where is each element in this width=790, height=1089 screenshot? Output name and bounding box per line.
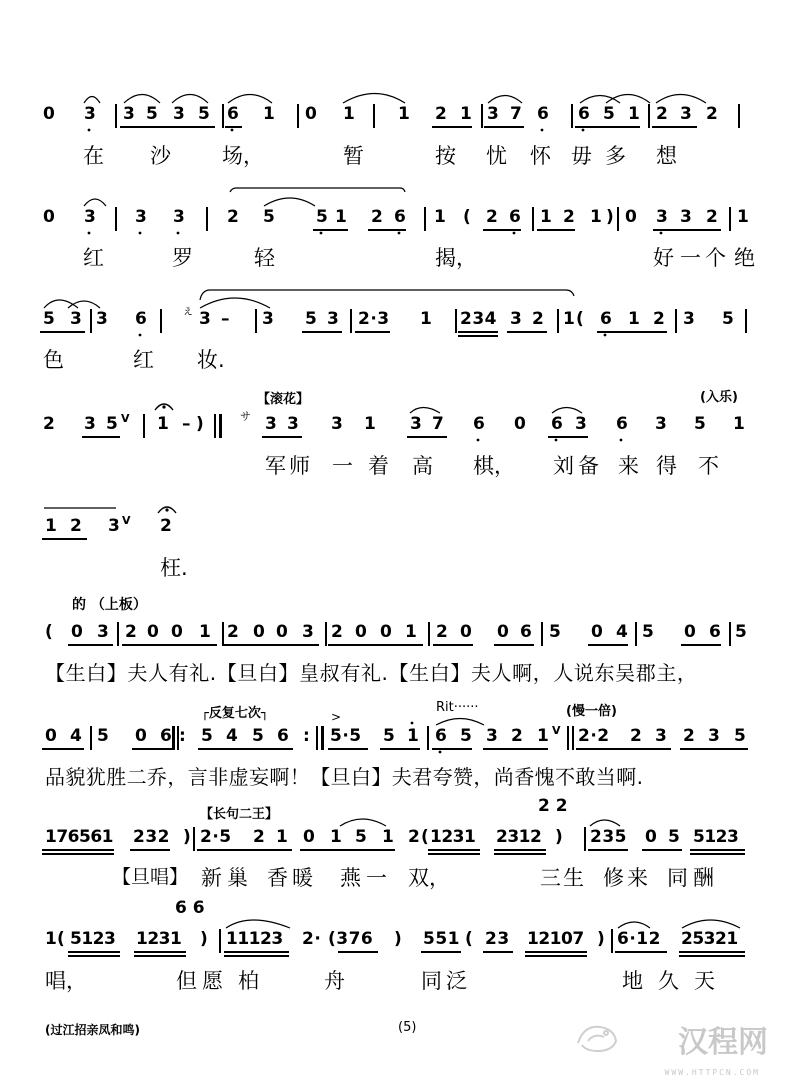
rule-glyph: サ — [240, 410, 252, 423]
notes-row-2: 0 3 3 3 2 5 5 1 2 6 1 ( 2 6 1 2 1 ) 0 3 3 2 1 — [43, 207, 750, 227]
score-row-4 — [0, 412, 790, 442]
notes-row-5: 1 2 3 V 2 — [45, 514, 173, 536]
superscript-2-2: 2 2 — [538, 796, 568, 816]
score-row-2 — [0, 205, 790, 235]
de-shangban-label: 的 （上板） — [72, 597, 147, 613]
score-row-9 — [0, 927, 790, 957]
notes-row-9: 1 ( 5123 1231 ) 11123 2· (376 ) 551 ( 23 12107 ) 6·12 25321 — [45, 929, 738, 949]
changju-label: 【长句二王】 — [200, 807, 279, 822]
fanfu-label: ┌反复七次┐ — [201, 706, 269, 721]
dialogue-line-1: 【生白】夫人有礼.【旦白】皇叔有礼.【生白】夫人啊，人说东吴郡主， — [45, 661, 698, 685]
page-number: (5) — [398, 1020, 417, 1035]
lyrics-row-5: 枉. — [160, 556, 188, 580]
notes-row-1: 0 3 3 5 3 5 6 1 0 1 1 2 1 3 7 6 6 5 1 2 3 2 — [43, 104, 719, 124]
score-row-8 — [0, 825, 790, 855]
notes-row-4: 2 3 5 V 1 – ) サ 3 3 3 1 3 7 6 0 6 3 6 3 5 1 — [43, 410, 746, 434]
notes-row-7: 0 4 5 0 6 : 5 4 5 6 : 5·5 5 1 6 5 3 2 1 V 2·2 2 3 2 3 5 — [45, 724, 747, 746]
dialogue-row-7 — [0, 761, 790, 791]
ornament-mark: ぇ — [182, 303, 195, 317]
dialogue-row-6 — [0, 657, 790, 687]
ruyue-label: (入乐) — [700, 390, 738, 405]
dialogue-line-2: 品貌犹胜二乔，言非虚妄啊！【旦白】夫君夸赞，尚香愧不敢当啊. — [45, 765, 644, 789]
lyrics-row-4: 军 师 一 着 高 棋， 刘 备 来 得 不 — [265, 454, 719, 478]
score-row-3 — [0, 303, 790, 337]
score-row-7: 0 4 5 0 6 : 5 4 5 6 : 5·5 5 1 6 5 3 2 1 V 2·2 2 3 2 3 5 > — [0, 724, 790, 754]
watermark-logo-icon — [574, 1019, 620, 1057]
rit-label: Rit······ — [436, 700, 479, 715]
lyrics-row-8: 【旦唱】 新 巢 香 暖 燕 一 双， 三 生 修 来 同 酬 — [112, 866, 714, 890]
lyrics-row-2: 红 罗 轻 揭， 好 一 个 绝 — [83, 246, 755, 270]
watermark-brand: 汉程网 — [678, 1025, 768, 1060]
superscript-6-6: 6 6 — [175, 898, 205, 918]
lyrics-row-1: 在 沙 场， 暂 按 忧 怀 毋 多 想 — [83, 144, 677, 168]
notes-row-3: 5 3 3 6 3 – 3 5 3 2·3 1 234 3 2 1 ( 6 1 2 3 5 — [43, 309, 735, 329]
score-row-5 — [0, 514, 790, 544]
score-row-1 — [0, 102, 790, 132]
watermark-url: WWW.HTTPCN.COM — [664, 1068, 760, 1077]
gunhua-label: 【滚花】 — [257, 392, 310, 407]
lyrics-row-9: 唱， 但 愿 柏 舟 同 泛 地 久 天 — [45, 969, 715, 993]
notes-row-6: ( 0 3 2 0 0 1 2 0 0 3 2 0 0 1 2 0 0 6 5 0 4 5 0 6 5 — [45, 622, 748, 642]
score-title-footer: (过江招亲凤和鸣) — [45, 1023, 140, 1037]
manyibei-label: (慢一倍) — [566, 704, 617, 719]
lyrics-row-3: 色 红 妆. — [43, 348, 225, 372]
notes-row-8: 176561 232 ) 2·5 2 1 0 1 5 1 2 ( 1231 2312 ) 235 0 5 5123 — [45, 827, 739, 847]
score-row-6 — [0, 620, 790, 650]
